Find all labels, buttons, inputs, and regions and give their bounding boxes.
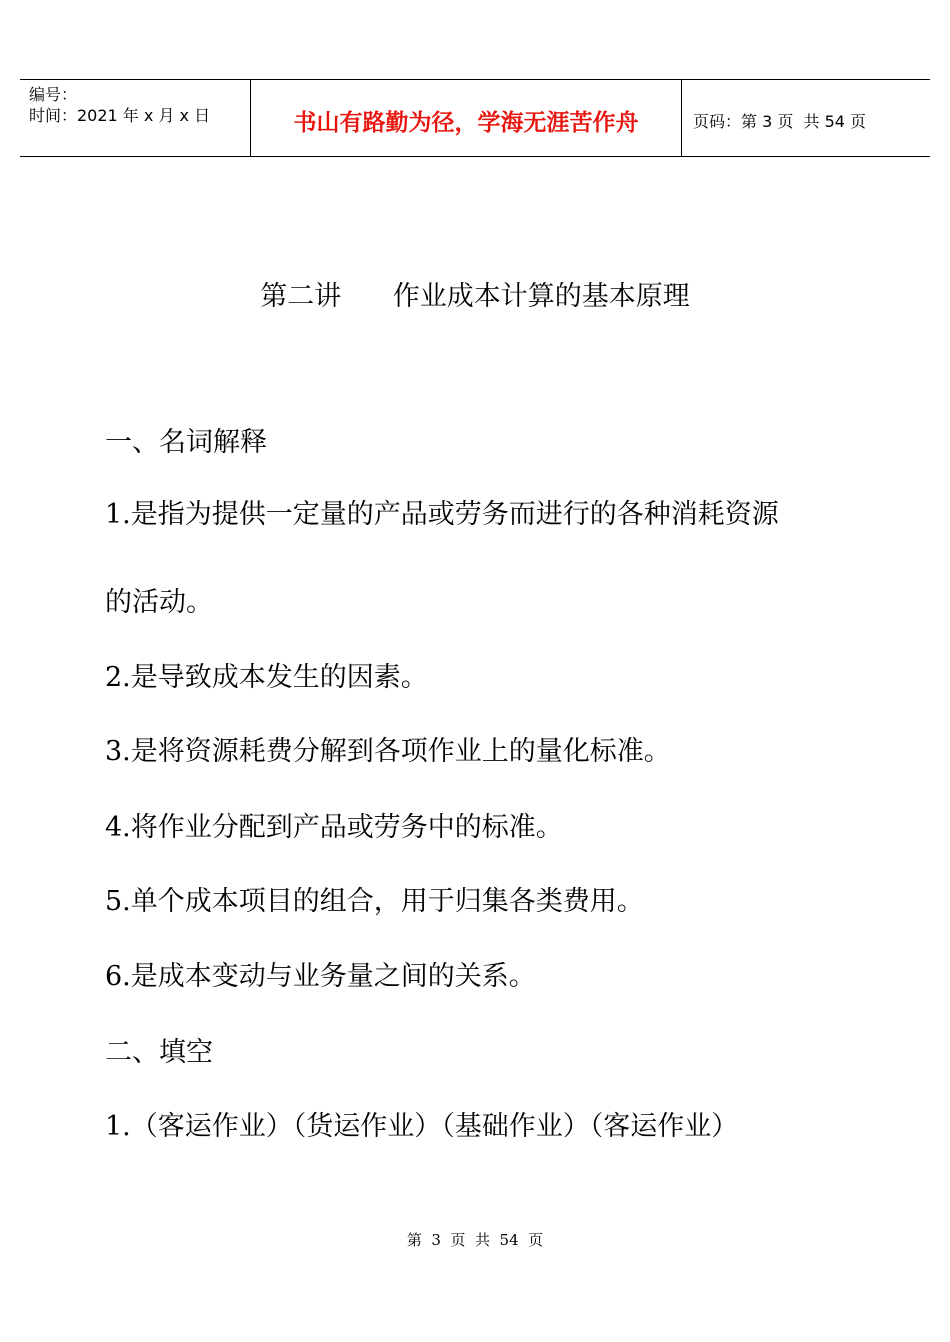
section-heading-fill-blank: 二、填空	[105, 1037, 213, 1068]
header-meta	[20, 80, 251, 156]
term-item-4: 4.将作业分配到产品或劳务中的标准。	[105, 812, 563, 843]
header-page-info: 页码：第 3 页 共 54 页	[693, 111, 867, 131]
term-item-5: 5.单个成本项目的组合，用于归集各类费用。	[105, 886, 644, 917]
term-item-1-line-2: 的活动。	[105, 587, 213, 618]
document-number-label: 编号：	[29, 85, 78, 104]
section-heading-terms: 一、名词解释	[105, 427, 267, 458]
fill-blank-item-1: 1.（客运作业）（货运作业）（基础作业）（客运作业）	[105, 1111, 739, 1142]
term-item-6: 6.是成本变动与业务量之间的关系。	[105, 961, 536, 992]
term-item-1-line-1: 1.是指为提供一定量的产品或劳务而进行的各种消耗资源	[105, 499, 779, 530]
page-title: 第二讲 作业成本计算的基本原理	[260, 281, 690, 312]
document-date-label: 时间：2021 年 x 月 x 日	[29, 106, 211, 125]
header-motto: 书山有路勤为径，学海无涯苦作舟	[251, 80, 682, 156]
term-item-2: 2.是导致成本发生的因素。	[105, 662, 428, 693]
page-header	[20, 79, 930, 157]
page-footer: 第 3 页 共 54 页	[406, 1231, 544, 1249]
term-item-3: 3.是将资源耗费分解到各项作业上的量化标准。	[105, 736, 671, 767]
